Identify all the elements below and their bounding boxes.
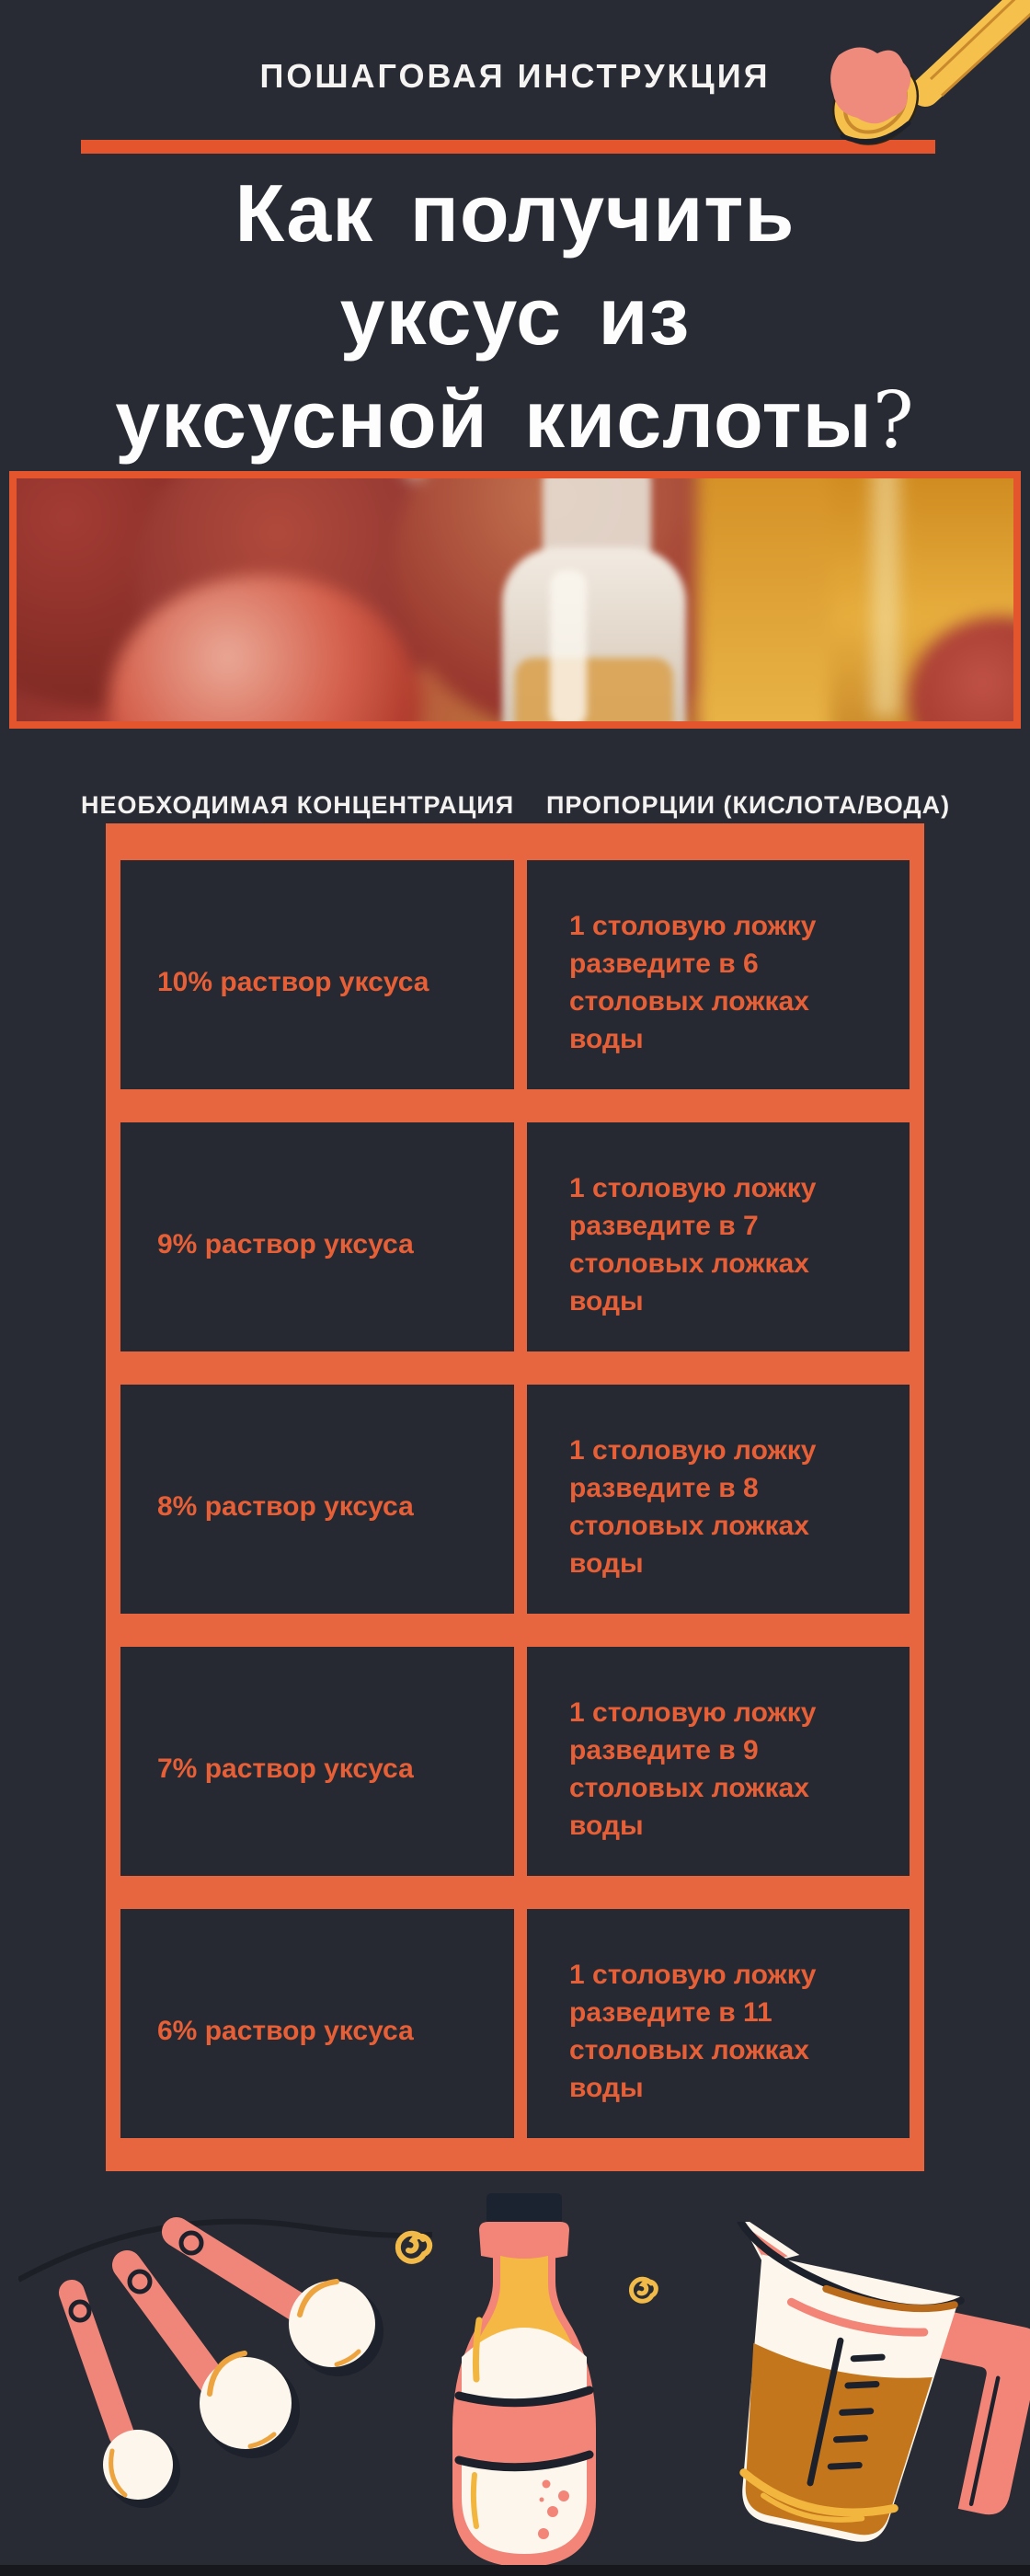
title-line-3: уксусной кислоты? [115,374,915,466]
apples-and-vinegar-bottles-photo [9,471,1021,729]
proportion-cell: 1 столовую ложку разведите в 6 столовых ложках воды [527,860,910,1089]
bottom-edge-strip [0,2565,1030,2576]
title-line-2: уксус из [339,270,691,362]
photo-bottle [9,471,1021,729]
measuring-cup-icon [694,2222,1030,2576]
table-row [120,1122,910,1351]
table-row [120,1647,910,1876]
spoon-with-dollop-icon [800,0,1030,175]
concentration-cell: 10% раствор уксуса [120,860,514,1089]
column-header-proportions: ПРОПОРЦИИ (КИСЛОТА/ВОДА) [546,791,951,819]
proportion-cell: 1 столовую ложку разведите в 8 столовых ложках воды [527,1385,910,1614]
conversion-table [106,823,924,2171]
title-line-1: Как получить [235,167,795,259]
table-row [120,1909,910,2138]
milk-bottle-icon [423,2188,635,2576]
proportion-cell: 1 столовую ложку разведите в 11 столовых ложках воды [527,1909,910,2138]
table-row [120,1385,910,1614]
measuring-spoons-icon [18,2199,432,2571]
column-header-concentration: НЕОБХОДИМАЯ КОНЦЕНТРАЦИЯ [81,791,515,819]
proportion-cell: 1 столовую ложку разведите в 7 столовых ложках воды [527,1122,910,1351]
proportion-cell: 1 столовую ложку разведите в 9 столовых ложках воды [527,1647,910,1876]
page-title [37,162,993,472]
concentration-cell: 9% раствор уксуса [120,1122,514,1351]
eyebrow-heading: ПОШАГОВАЯ ИНСТРУКЦИЯ [259,57,771,95]
title-question-mark: ? [872,375,915,466]
concentration-cell: 6% раствор уксуса [120,1909,514,2138]
concentration-cell: 7% раствор уксуса [120,1647,514,1876]
table-row [120,860,910,1089]
concentration-cell: 8% раствор уксуса [120,1385,514,1614]
